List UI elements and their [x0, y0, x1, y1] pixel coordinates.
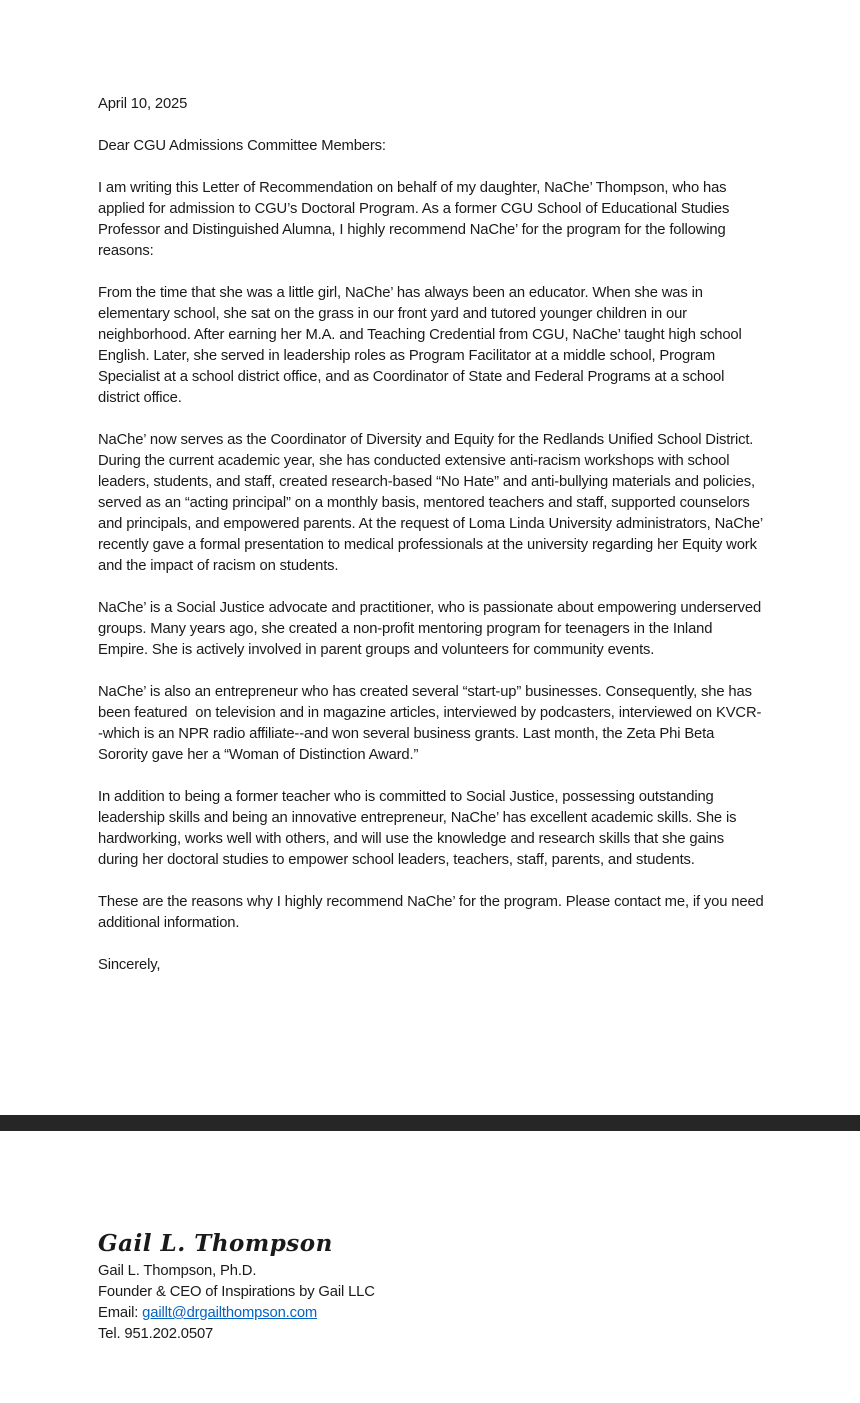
signatory-name: Gail L. Thompson, Ph.D. — [98, 1263, 257, 1279]
signatory-title: Founder & CEO of Inspirations by Gail LLC — [98, 1284, 375, 1300]
email-line — [98, 1303, 375, 1324]
divider-bar — [0, 1115, 860, 1131]
email-link[interactable]: gaillt@drgailthompson.com — [142, 1305, 318, 1321]
closing: Sincerely, — [98, 957, 161, 973]
paragraph-educator-history: From the time that she was a little girl, NaChe’ has always been an educator. When she was in elementary school, she sat on the grass in our front yard and tutored younger children in our neighborhood. After earning her M.A. and Teaching Credential from CGU, NaChe’ taught high school English. Later, she served in leadership roles as Program Facilitator at a middle school, Program Specialist at a school district office, and as Coordinator of State and Federal Programs at a school district office. — [98, 285, 746, 406]
paragraph-intro: I am writing this Letter of Recommendation on behalf of my daughter, NaChe’ Thompson, who has applied for admission to CGU’s Doctoral Program. As a former CGU School of Educational Studies Professor and Distinguished Alumna, I highly recommend NaChe’ for the program for the following reasons: — [98, 180, 734, 259]
letter-date: April 10, 2025 — [98, 96, 188, 112]
paragraph-academic-skills: In addition to being a former teacher who is committed to Social Justice, possessing outstanding leadership skills and being an innovative entrepreneur, NaChe’ has excellent academic skills. She is hardworking, works well with others, and will use the knowledge and research skills that she gains during her doctoral studies to empower school leaders, teachers, staff, parents, and students. — [98, 789, 741, 868]
salutation: Dear CGU Admissions Committee Members: — [98, 138, 386, 154]
paragraph-entrepreneur: NaChe’ is also an entrepreneur who has created several “start-up” businesses. Consequently, she has been featured on television and in magazine articles, interviewed by podcasters, interviewed on KVCR--which is an NPR radio affiliate--and won several business grants. Last month, the Zeta Phi Beta Sorority gave her a “Woman of Distinction Award.” — [98, 684, 762, 763]
letter-body — [98, 94, 768, 997]
handwritten-signature: Gail L. Thompson — [98, 1230, 333, 1257]
paragraph-conclusion: These are the reasons why I highly recommend NaChe’ for the program. Please contact me, if you need additional information. — [98, 894, 768, 931]
paragraph-current-role: NaChe’ now serves as the Coordinator of Diversity and Equity for the Redlands Unified School District. During the current academic year, she has conducted extensive anti-racism workshops with school leaders, students, and staff, created research-based “No Hate” and anti-bullying materials and policies, served as an “acting principal” on a monthly basis, mentored teachers and staff, supported counselors and principals, and empowered parents. At the request of Loma Linda University administrators, NaChe’ recently gave a formal presentation to medical professionals at the university regarding her Equity work and the impact of racism on students. — [98, 432, 767, 574]
signature-block — [98, 1229, 375, 1345]
paragraph-social-justice: NaChe’ is a Social Justice advocate and practitioner, who is passionate about empowering underserved groups. Many years ago, she created a non-profit mentoring program for teenagers in the Inland Empire. She is actively involved in parent groups and volunteers for community events. — [98, 600, 766, 658]
phone-line: Tel. 951.202.0507 — [98, 1326, 214, 1342]
email-label: Email: — [98, 1305, 143, 1321]
